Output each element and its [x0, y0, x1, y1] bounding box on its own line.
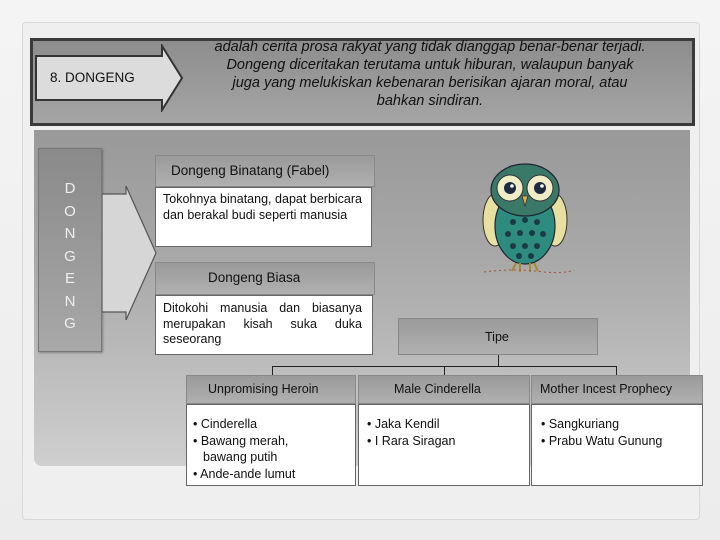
- definition-text: [160, 38, 700, 110]
- tipe-label: Tipe: [485, 330, 509, 344]
- vertical-letter: E: [64, 270, 75, 287]
- vertical-letter: N: [64, 292, 76, 310]
- vertical-letter: G: [64, 315, 76, 332]
- list-item: • Ande-ande lumut: [193, 466, 296, 481]
- definition-line: bahkan sindiran.: [376, 93, 484, 109]
- vertical-letter: G: [64, 247, 76, 265]
- vertical-letter: D: [64, 180, 76, 197]
- right-arrow-icon: [102, 186, 158, 320]
- list-item: bawang putih: [203, 450, 278, 464]
- biasa-description: Ditokohi manusia dan biasanya merupakan kisah suka duka seseorang: [163, 301, 362, 346]
- owl-illustration: [470, 150, 580, 280]
- list-item: • Bawang merah,: [193, 433, 289, 448]
- fabel-title: Dongeng Binatang (Fabel): [171, 163, 330, 178]
- list-item: • I Rara Siragan: [367, 433, 456, 448]
- list-item: • Cinderella: [193, 417, 258, 431]
- definition-line: Dongeng diceritakan terutama untuk hiburan, walaupun banyak: [226, 57, 634, 73]
- type-title: Mother Incest Prophecy: [540, 382, 673, 396]
- fabel-description: Tokohnya binatang, dapat berbicara dan berakal budi seperti manusia: [163, 192, 362, 222]
- vertical-letter: N: [64, 225, 76, 242]
- type-examples: [193, 416, 353, 482]
- type-title: Unpromising Heroin: [208, 382, 319, 396]
- biasa-title: Dongeng Biasa: [208, 270, 301, 285]
- list-item: • Sangkuriang: [541, 417, 620, 431]
- vertical-letter: O: [64, 202, 76, 220]
- definition-line: juga yang melukiskan kebenaran berisikan ajaran moral, atau: [232, 75, 628, 91]
- section-label: 8. DONGENG: [50, 70, 135, 85]
- list-item: • Jaka Kendil: [367, 417, 440, 431]
- vertical-title: [38, 178, 102, 336]
- type-examples: [541, 416, 701, 449]
- list-item: • Prabu Watu Gunung: [541, 433, 663, 448]
- type-examples: [367, 416, 527, 449]
- definition-line: adalah cerita prosa rakyat yang tidak dianggap benar-benar terjadi.: [214, 39, 646, 55]
- type-title: Male Cinderella: [394, 382, 481, 396]
